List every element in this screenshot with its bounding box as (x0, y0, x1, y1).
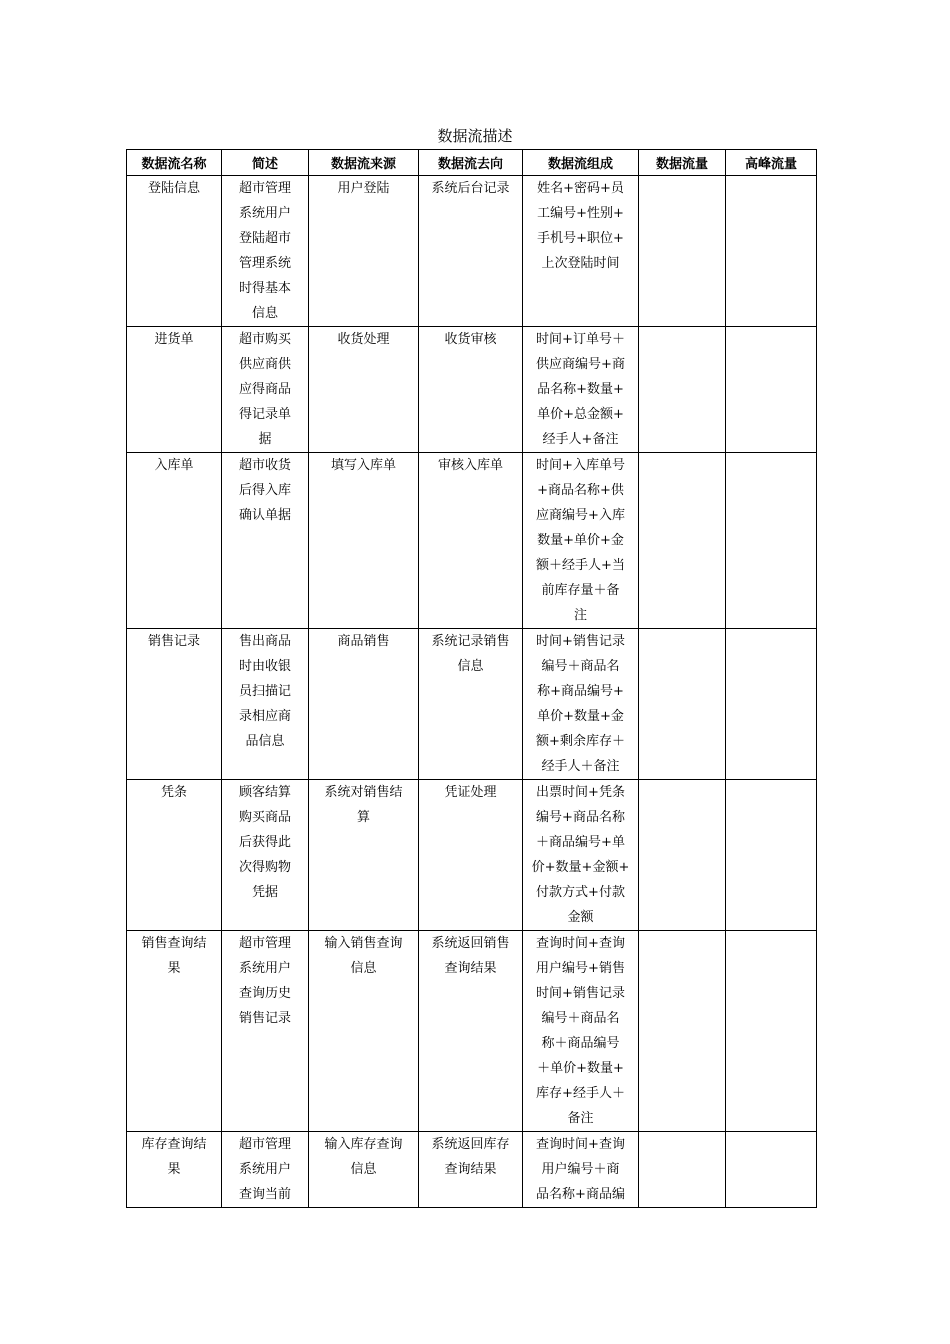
table-cell (309, 780, 419, 931)
header-cell: 简述 (222, 150, 309, 176)
cell-text: 时间+入库单号 +商品名称+供 应商编号+入库 数量+单价+金 额＋经手人+当 前库存量＋备 注 (536, 458, 625, 623)
cell-text: 系统返回销售 查询结果 (431, 936, 510, 976)
cell-text: 时间+订单号＋ 供应商编号+商 品名称+数量+ 单价+总金额+ 经手人+备注 (536, 332, 625, 447)
cell-text: 顾客结算 购买商品 后获得此 次得购物 凭据 (238, 785, 291, 900)
cell-text: 系统对销售结 算 (324, 785, 403, 825)
table-row (127, 780, 817, 931)
cell-text: 收货处理 (337, 332, 390, 347)
table-cell (726, 327, 817, 453)
table-row (127, 327, 817, 453)
cell-text: 超市管理 系统用户 查询当前 (238, 1137, 291, 1202)
header-cell: 数据流名称 (127, 150, 222, 176)
cell-text: 超市购买 供应商供 应得商品 得记录单 据 (238, 332, 291, 447)
table-cell (309, 931, 419, 1132)
table-row (127, 629, 817, 780)
table-cell (309, 629, 419, 780)
cell-text: 超市收货 后得入库 确认单据 (238, 458, 291, 523)
table-cell (222, 176, 309, 327)
table-cell (222, 931, 309, 1132)
table-cell (419, 176, 523, 327)
table-cell (222, 327, 309, 453)
table-cell (726, 629, 817, 780)
cell-text: 商品销售 (337, 634, 390, 649)
table-cell (419, 780, 523, 931)
data-flow-table (126, 149, 817, 1208)
cell-text: 入库单 (154, 458, 194, 473)
table-cell (639, 176, 726, 327)
cell-text: 查询时间+查询 用户编号+销售 时间+销售记录 编号＋商品名 称＋商品编号 ＋单价+数量+ 库存+经手人＋ 备注 (536, 936, 625, 1126)
cell-text: 用户登陆 (337, 181, 390, 196)
cell-text: 销售记录 (147, 634, 200, 649)
table-cell (639, 1132, 726, 1208)
cell-text: 姓名+密码+员 工编号+性别+ 手机号+职位+ 上次登陆时间 (537, 181, 624, 271)
table-cell (419, 629, 523, 780)
table-cell (639, 327, 726, 453)
table-cell (222, 1132, 309, 1208)
table-header-row (127, 150, 817, 176)
cell-text: 凭证处理 (444, 785, 497, 800)
table-cell (127, 629, 222, 780)
table-row (127, 453, 817, 629)
table-cell (523, 453, 639, 629)
header-cell: 数据流来源 (309, 150, 419, 176)
cell-text: 时间+销售记录 编号＋商品名 称+商品编号+ 单价+数量+金 额+剩余库存＋ 经手人＋备注 (536, 634, 625, 774)
table-cell (523, 327, 639, 453)
table-cell (726, 1132, 817, 1208)
header-cell: 数据流组成 (523, 150, 639, 176)
table-cell (309, 176, 419, 327)
table-cell (222, 780, 309, 931)
cell-text: 凭条 (160, 785, 187, 800)
table-cell (419, 453, 523, 629)
cell-text: 超市管理 系统用户 查询历史 销售记录 (238, 936, 291, 1026)
table-cell (523, 931, 639, 1132)
cell-text: 系统后台记录 (431, 181, 510, 196)
table-cell (726, 453, 817, 629)
table-cell (726, 176, 817, 327)
table-cell (127, 1132, 222, 1208)
cell-text: 库存查询结 果 (141, 1137, 207, 1177)
cell-text: 进货单 (154, 332, 194, 347)
cell-text: 出票时间+凭条 编号+商品名称 ＋商品编号+单 价+数量+金额+ 付款方式+付款 金额 (531, 785, 630, 925)
table-cell (639, 931, 726, 1132)
cell-text: 输入库存查询 信息 (324, 1137, 403, 1177)
cell-text: 登陆信息 (147, 181, 200, 196)
table-cell (309, 453, 419, 629)
cell-text: 查询时间+查询 用户编号＋商 品名称+商品编 (536, 1137, 625, 1202)
table-cell (127, 327, 222, 453)
cell-text: 超市管理 系统用户 登陆超市 管理系统 时得基本 信息 (238, 181, 291, 321)
table-cell (127, 453, 222, 629)
table-cell (309, 1132, 419, 1208)
cell-text: 输入销售查询 信息 (324, 936, 403, 976)
table-row (127, 176, 817, 327)
table-row (127, 931, 817, 1132)
document-title: 数据流描述 (437, 127, 513, 145)
table-cell (127, 931, 222, 1132)
header-cell: 数据流量 (639, 150, 726, 176)
table-cell (523, 1132, 639, 1208)
header-cell: 高峰流量 (726, 150, 817, 176)
table-cell (419, 1132, 523, 1208)
cell-text: 系统记录销售 信息 (431, 634, 510, 674)
table-cell (639, 629, 726, 780)
table-cell (222, 453, 309, 629)
table-cell (127, 176, 222, 327)
table-row (127, 1132, 817, 1208)
cell-text: 售出商品 时由收银 员扫描记 录相应商 品信息 (238, 634, 291, 749)
table-cell (726, 780, 817, 931)
cell-text: 填写入库单 (330, 458, 396, 473)
cell-text: 系统返回库存 查询结果 (431, 1137, 510, 1177)
table-cell (419, 931, 523, 1132)
table-cell (222, 629, 309, 780)
table-cell (419, 327, 523, 453)
table-cell (523, 780, 639, 931)
cell-text: 销售查询结 果 (141, 936, 207, 976)
header-cell: 数据流去向 (419, 150, 523, 176)
cell-text: 审核入库单 (437, 458, 503, 473)
table-cell (726, 931, 817, 1132)
table-cell (309, 327, 419, 453)
table-cell (639, 780, 726, 931)
table-cell (639, 453, 726, 629)
table-cell (127, 780, 222, 931)
cell-text: 收货审核 (444, 332, 497, 347)
table-cell (523, 176, 639, 327)
table-cell (523, 629, 639, 780)
